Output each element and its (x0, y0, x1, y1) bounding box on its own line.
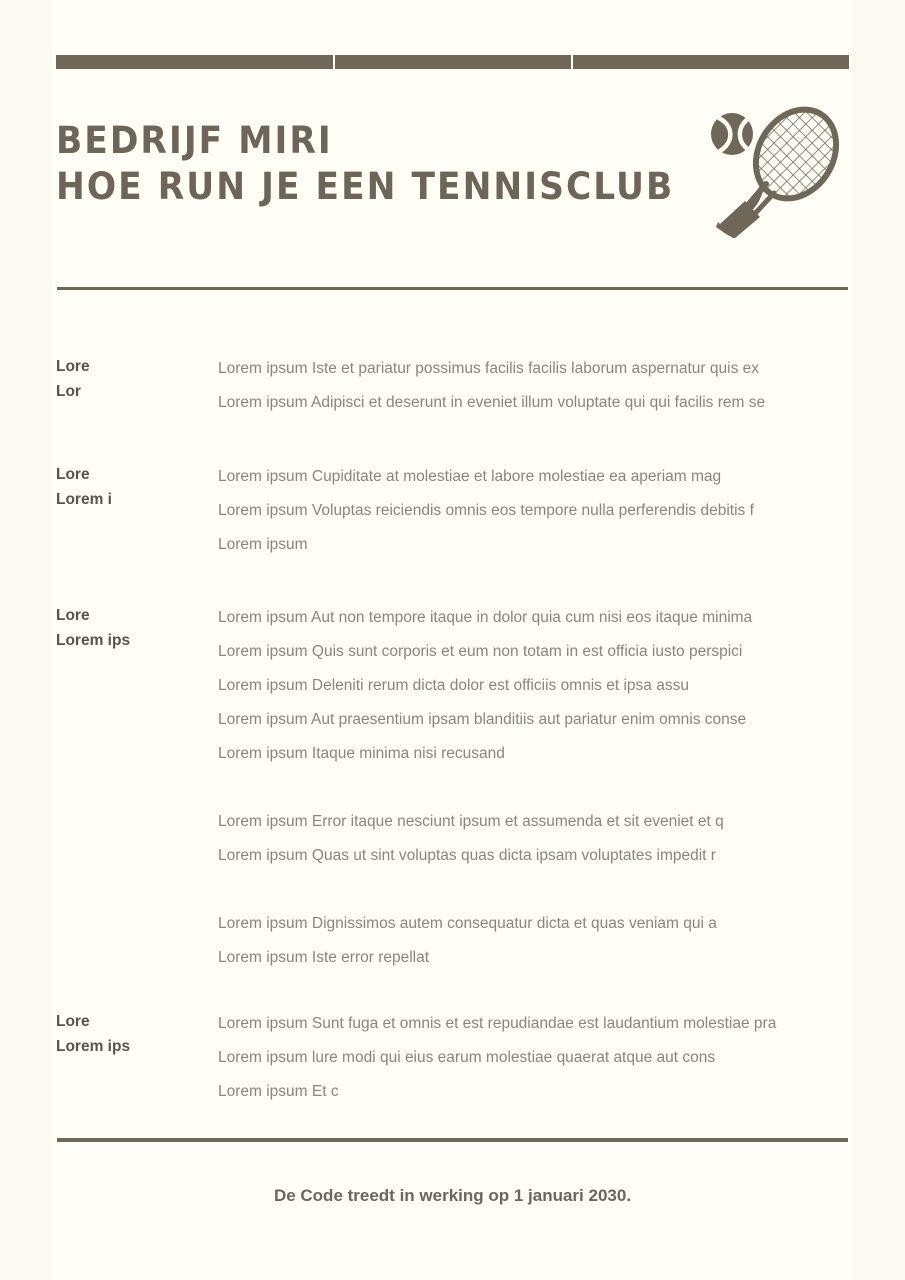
body-line: Lorem ipsum Aut praesentium ipsam blanditiis aut pariatur enim omnis conse (218, 711, 747, 728)
section-4-label (56, 1007, 216, 1059)
top-bar-segment-2 (335, 55, 571, 69)
body-line: Lorem ipsum Aut non tempore itaque in dolor quia cum nisi eos itaque minima (218, 609, 753, 626)
page-title-line-1: BEDRIJF MIRI (56, 119, 333, 162)
body-line: Lorem ipsum Iste et pariatur possimus facilis facilis laborum aspernatur quis ex (218, 360, 760, 377)
body-line: Lorem ipsum Quis sunt corporis et eum non totam in est officia iusto perspici (218, 643, 743, 660)
racket-strings (744, 98, 856, 218)
paragraph-gap (218, 771, 851, 805)
section-4-label-line-2: Lorem ips (56, 1038, 131, 1055)
section-2-label (56, 460, 216, 512)
page-title-line-2: HOE RUN JE EEN TENNISCLUB (56, 165, 675, 208)
section-2-body (216, 460, 851, 562)
body-line: Lorem ipsum Et c (218, 1083, 339, 1100)
top-accent-bar (56, 55, 849, 69)
footer-text: De Code treedt in werking op 1 januari 2030. (273, 1186, 632, 1205)
section-2-label-line-2: Lorem i (56, 491, 112, 508)
top-bar-segment-3 (573, 55, 849, 69)
body-line: Lorem ipsum Cupiditate at molestiae et labore molestiae ea aperiam mag (218, 468, 722, 485)
header-divider-rule (57, 287, 848, 290)
body-line: Lorem ipsum Iste error repellat (218, 949, 430, 966)
section-4 (56, 1007, 851, 1109)
body-line: Lorem ipsum Itaque minima nisi recusand (218, 745, 505, 762)
tennis-racket-and-ball-icon (704, 98, 856, 238)
section-3-body (216, 601, 851, 975)
section-3-label-line-1: Lore (56, 607, 90, 624)
top-bar-segment-1 (56, 55, 333, 69)
tennis-ball-icon (711, 113, 753, 155)
section-4-label-line-1: Lore (56, 1013, 90, 1030)
footer-divider-rule (57, 1138, 848, 1142)
section-1-label-line-2: Lor (56, 383, 81, 400)
body-line: Lorem ipsum Dignissimos autem consequatur dicta et quas veniam qui a (218, 915, 717, 932)
body-line: Lorem ipsum Adipisci et deserunt in eveniet illum voluptate qui qui facilis rem se (218, 394, 766, 411)
section-3 (56, 601, 851, 975)
section-3-label-line-2: Lorem ips (56, 632, 131, 649)
body-line: Lorem ipsum Deleniti rerum dicta dolor est officiis omnis et ipsa assu (218, 677, 689, 694)
document-body (56, 352, 851, 1109)
section-1-body (216, 352, 851, 420)
body-line: Lorem ipsum (218, 536, 308, 553)
section-1-label-line-1: Lore (56, 358, 90, 375)
body-line: Lorem ipsum lure modi qui eius earum molestiae quaerat atque aut cons (218, 1049, 716, 1066)
section-4-body (216, 1007, 851, 1109)
section-3-label (56, 601, 216, 653)
section-spacer (56, 975, 851, 1007)
section-1 (56, 352, 851, 420)
section-2-label-line-1: Lore (56, 466, 90, 483)
body-line: Lorem ipsum Error itaque nesciunt ipsum et assumenda et sit eveniet et q (218, 813, 724, 830)
section-1-label (56, 352, 216, 404)
section-spacer (56, 420, 851, 460)
body-line: Lorem ipsum Quas ut sint voluptas quas dicta ipsam voluptates impedit r (218, 847, 716, 864)
section-2 (56, 460, 851, 562)
document-header (56, 118, 696, 210)
body-line: Lorem ipsum Voluptas reiciendis omnis eos tempore nulla perferendis debitis f (218, 502, 754, 519)
body-line: Lorem ipsum Sunt fuga et omnis et est repudiandae est laudantium molestiae pra (218, 1015, 777, 1032)
section-spacer (56, 562, 851, 601)
paragraph-gap (218, 873, 851, 907)
